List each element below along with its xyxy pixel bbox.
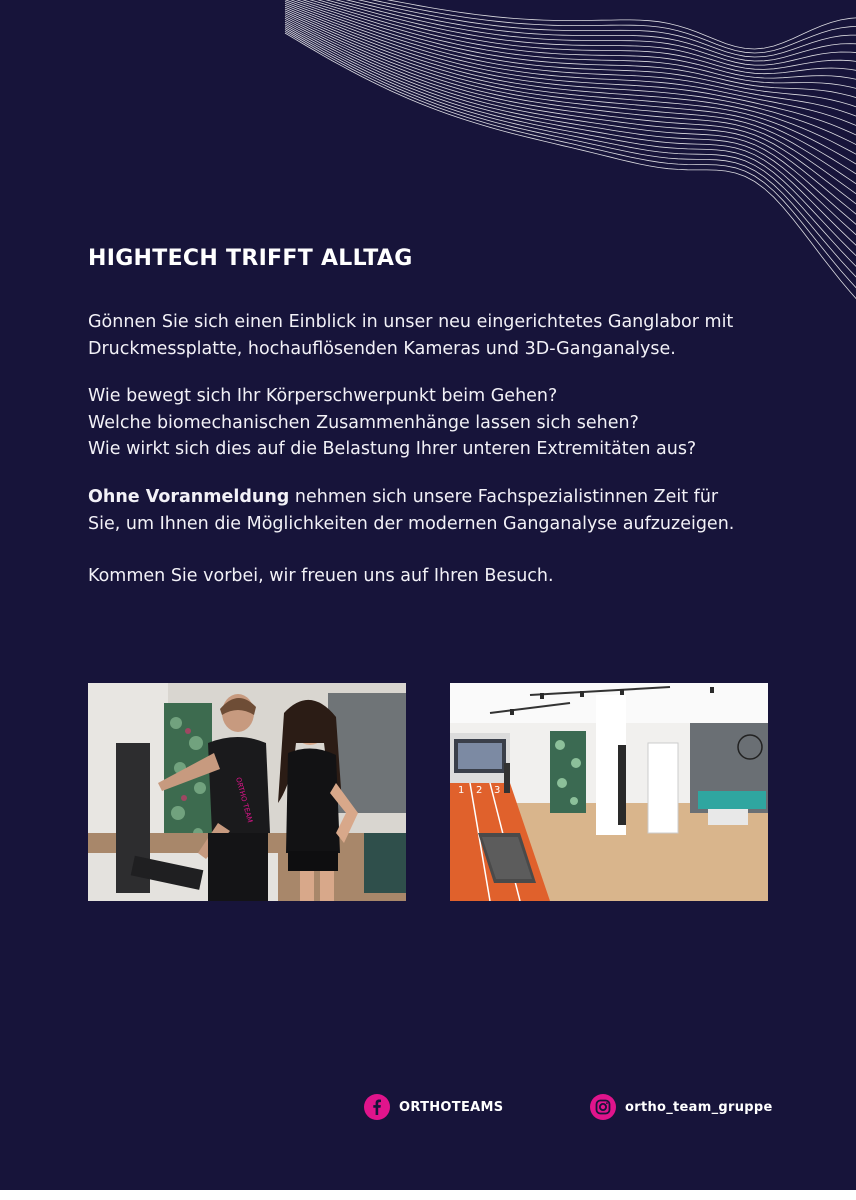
wave-line <box>285 3 856 136</box>
photo-consultation <box>88 683 406 901</box>
instagram-link[interactable] <box>590 1094 773 1120</box>
facebook-link[interactable] <box>364 1094 503 1120</box>
lane-number-1: 1 <box>458 785 465 796</box>
question-line-1: Wie bewegt sich Ihr Körperschwerpunkt beim Gehen? <box>88 386 558 406</box>
wave-line <box>285 28 856 271</box>
question-line-3: Wie wirkt sich dies auf die Belastung Ihrer unteren Extremitäten aus? <box>88 439 697 459</box>
no-registration-line-1 <box>88 484 788 511</box>
instagram-label: ortho_team_gruppe <box>625 1099 773 1115</box>
wave-line <box>285 30 856 282</box>
no-registration-rest: nehmen sich unsere Fachspezialistinnen Zeit für <box>289 487 719 507</box>
photo-gait-lab <box>450 683 768 901</box>
no-registration-paragraph <box>88 484 788 537</box>
page-bottom-edge <box>0 1190 856 1200</box>
shirt-print: ORTHO TEAM <box>234 776 254 824</box>
lane-number-2: 2 <box>476 785 483 796</box>
question-line-2: Welche biomechanischen Zusammenhänge lassen sich sehen? <box>88 412 639 433</box>
wave-lines-decoration <box>0 0 856 340</box>
page-title: HIGHTECH TRIFFT ALLTAG <box>88 246 413 271</box>
no-registration-line-2: Sie, um Ihnen die Möglichkeiten der modernen Ganganalyse aufzuzeigen. <box>88 513 735 534</box>
intro-paragraph <box>88 309 788 362</box>
closing-paragraph: Kommen Sie vorbei, wir freuen uns auf Ihren Besuch. <box>88 566 554 586</box>
intro-line-1: Gönnen Sie sich einen Einblick in unser neu eingerichtetes Ganglabor mit <box>88 312 734 332</box>
no-registration-bold: Ohne Voranmeldung <box>88 487 290 507</box>
instagram-icon <box>590 1094 616 1120</box>
questions-paragraph <box>88 383 788 463</box>
intro-line-2: Druckmessplatte, hochauflösenden Kameras und 3D-Ganganalyse. <box>88 338 676 359</box>
facebook-icon <box>364 1094 390 1120</box>
facebook-label: ORTHOTEAMS <box>399 1099 504 1115</box>
wave-line <box>285 24 856 249</box>
lane-number-3: 3 <box>494 785 501 796</box>
